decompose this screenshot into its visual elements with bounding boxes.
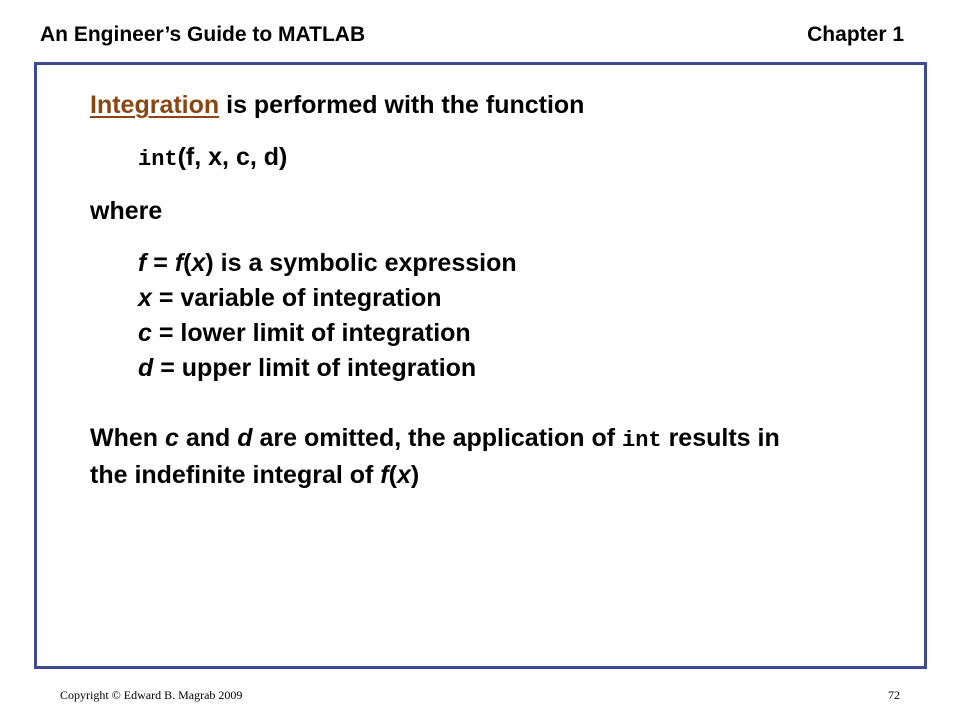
note-text-1: When: [90, 424, 165, 452]
definition-d: [138, 353, 476, 383]
def-c-desc: = lower limit of integration: [151, 319, 471, 347]
def-f-paren-close: ): [205, 249, 214, 277]
note-paren-close: ): [410, 461, 420, 489]
where-label: where: [90, 197, 163, 225]
def-f-paren-open: (: [183, 249, 192, 277]
chapter-label: Chapter 1: [807, 23, 904, 46]
def-x-desc: = variable of integration: [151, 284, 442, 312]
note-f: f: [380, 461, 389, 489]
def-f-desc: is a symbolic expression: [213, 249, 517, 277]
def-f-eq: =: [146, 249, 175, 277]
definition-f: [138, 248, 517, 278]
note-d: d: [237, 424, 253, 452]
definition-c: [138, 318, 471, 348]
copyright: Copyright © Edward B. Magrab 2009: [60, 688, 243, 702]
note-line-1: [90, 423, 780, 456]
note-x: x: [396, 461, 411, 489]
note-line-2: [90, 460, 419, 490]
note-text-4: results in: [661, 424, 780, 452]
syntax-line: [138, 142, 287, 175]
def-d-desc: = upper limit of integration: [153, 354, 477, 382]
book-title: An Engineer’s Guide to MATLAB: [40, 23, 366, 46]
note-text-3: are omitted, the application of: [252, 424, 623, 452]
definition-x: [138, 283, 442, 313]
intro-line: [90, 90, 584, 120]
integration-link[interactable]: Integration: [90, 91, 220, 119]
def-f-var: f: [138, 249, 147, 277]
intro-text: is performed with the function: [219, 91, 585, 119]
def-c-var: c: [138, 319, 152, 347]
page-number: 72: [888, 688, 900, 702]
note-text-5: the indefinite integral of: [90, 461, 381, 489]
def-f-var3: x: [191, 249, 206, 277]
def-x-var: x: [138, 284, 152, 312]
int-keyword: int: [138, 147, 178, 172]
syntax-args: (f, x, c, d): [177, 143, 288, 171]
note-paren-open: (: [388, 461, 397, 489]
def-d-var: d: [138, 354, 154, 382]
def-f-var2: f: [174, 249, 184, 277]
note-text-2: and: [178, 424, 238, 452]
note-c: c: [165, 424, 179, 452]
note-int-keyword: int: [622, 428, 662, 453]
